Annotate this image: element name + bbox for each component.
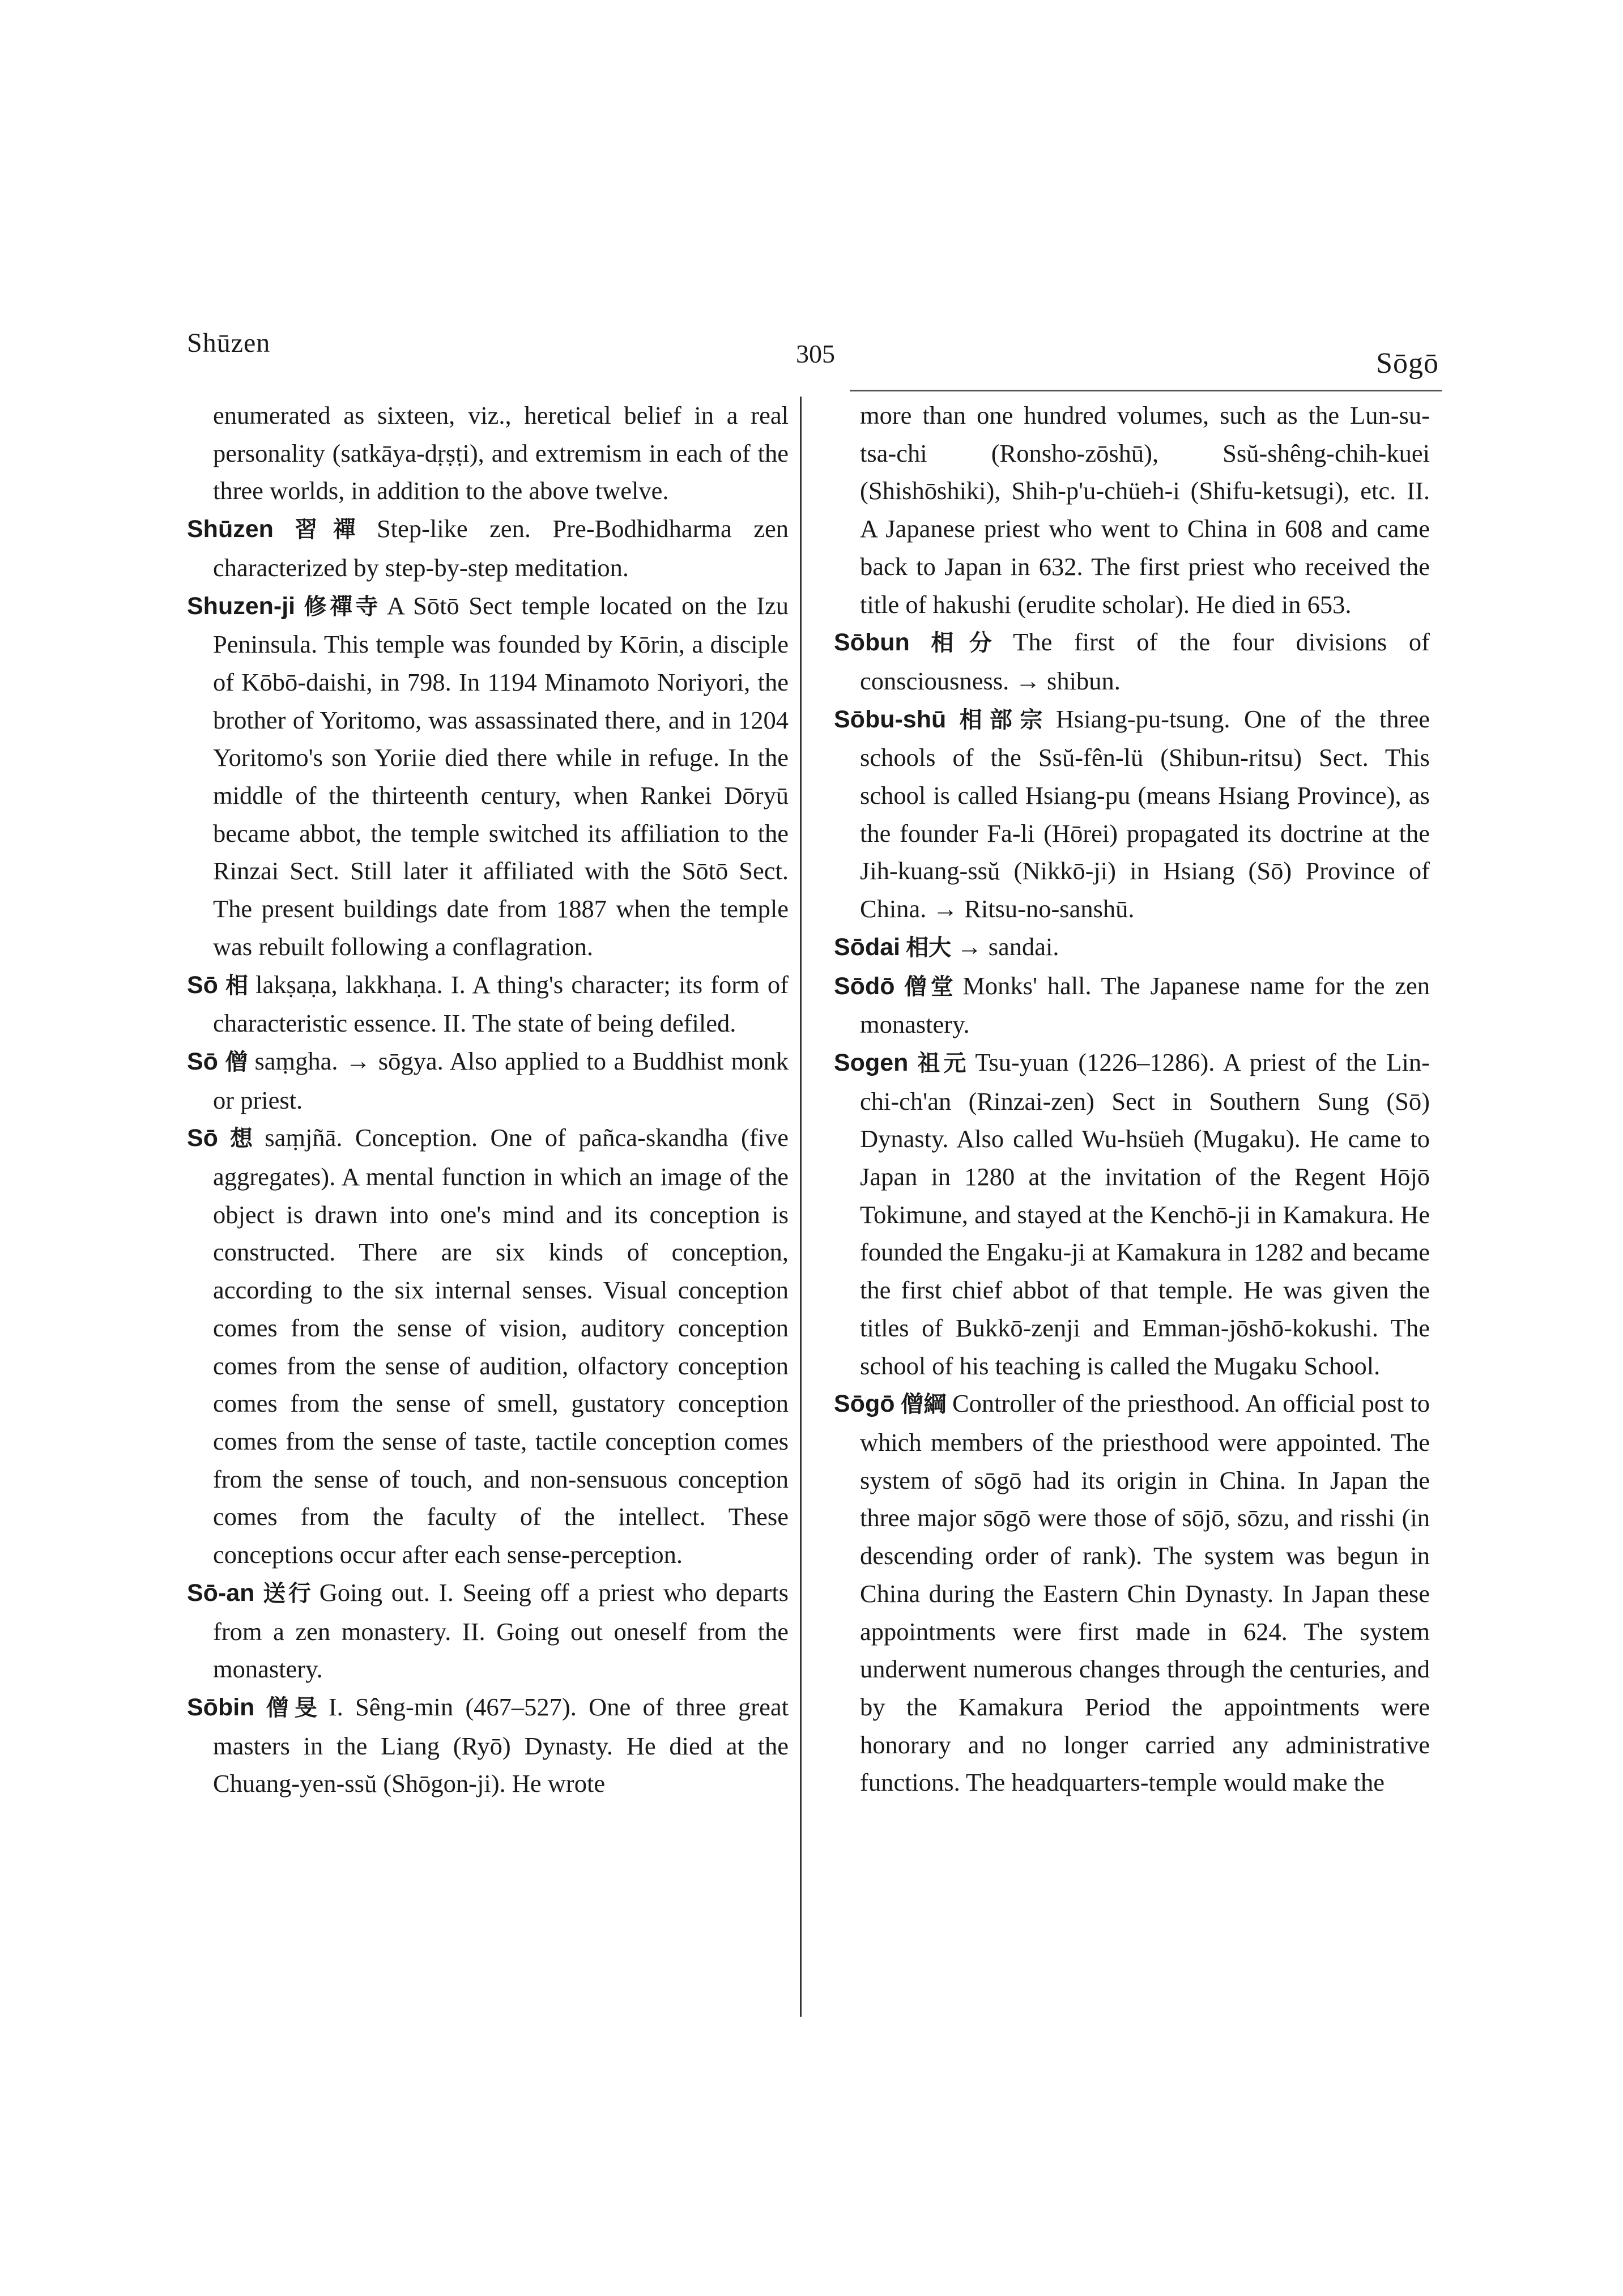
entry-definition: Controller of the priesthood. An official post to which members of the priesthood were appointed. The system of sōgō had its origin in China. In Japan the three major sōgō were those of sōjō, sōzu, and risshi (in descending order of rank). The system was begun in China during the Eastern Chin Dynasty. In Japan these appointments were first made in 624. The system underwent numerous changes through the centuries, and by the Kamakura Period the appointments were honorary and no longer carried any administrative functions. The headquarters-temple would make the [860,1389,1430,1797]
entry-chinese-characters: 習禪 [279,517,371,543]
continued-entry-text: enumerated as sixteen, viz., heretical belief in a real personality (satkāya-dṛṣṭi), and extremism in each of the three worlds, in addition to the above twelve. [213,401,789,505]
entry-chinese-characters: 相部宗 [952,706,1050,733]
entry-headword: Sōbu-shū [834,705,947,733]
entry-sodai [834,928,1430,967]
entry-headword: Sō [187,971,218,999]
entry-headword: Sōdai [834,933,901,961]
entry-definition: saṃgha. → sōgya. Also applied to a Buddhist monk or priest. [213,1046,789,1114]
entry-definition: saṃjñā. Conception. One of pañca-skandha (five aggregates). A mental function in which an image of the object is drawn into one's mind and its conception is constructed. There are six kinds of conception, according to the six internal senses. Visual conception comes from the sense of vision, auditory conception comes from the sense of audition, olfactory conception comes from the sense of smell, gustatory conception comes from the sense of taste, tactile conception comes from the sense of touch, and non-sensuous conception comes from the faculty of the intellect. These conceptions occur after each sense-perception. [213,1123,789,1569]
entry-sobin [187,1688,789,1803]
entry-shuzen-ji [187,587,789,966]
entry-definition: Monks' hall. The Japanese name for the zen monastery. [860,971,1430,1039]
entry-definition: The first of the four divisions of consciousness. → shibun. [860,628,1430,695]
entry-chinese-characters: 相分 [915,630,1008,657]
entry-headword: Sō [187,1124,218,1152]
entry-definition: A Sōtō Sect temple located on the Izu Peninsula. This temple was founded by Kōrin, a disciple of Kōbō-daishi, in 798. In 1194 Minamoto Noriyori, the brother of Yoritomo, was assassinated there, and in 1204 Yoritomo's son Yoriie died there while in refuge. In the middle of the thirteenth century, when Rankei Dōryū became abbot, the temple switched its affiliation to the Rinzai Sect. Still later it affiliated with the Sōtō Sect. The present buildings date from 1887 when the temple was rebuilt following a conflagration. [213,591,789,961]
entry-definition: → sandai. [957,932,1059,961]
entry-headword: Sō [187,1047,218,1075]
entry-headword: Sō-an [187,1579,255,1607]
entry-headword: Sōdō [834,972,895,1000]
column-divider [800,397,802,2017]
entry-definition: lakṣaṇa, lakkhaṇa. I. A thing's character; its form of characteristic essence. II. The state of being defiled. [213,970,789,1038]
entry-headword: Sogen [834,1049,909,1076]
entry-chinese-characters: 僧綱 [900,1391,947,1418]
entry-sodo [834,967,1430,1043]
right-column [834,397,1430,1801]
entry-sobun [834,623,1430,700]
page-number: 305 [796,339,835,368]
entry-chinese-characters: 僧 [223,1049,249,1075]
left-column [187,397,789,1803]
entry-so-laksana [187,966,789,1042]
running-head-left: Shūzen [187,328,271,358]
entry-chinese-characters: 僧旻 [260,1694,323,1721]
entry-so-samgha [187,1042,789,1119]
entry-chinese-characters: 僧堂 [900,973,957,1000]
entry-definition: I. Sêng-min (467–527). One of three great masters in the Liang (Ryō) Dynasty. He died at the Chuang-yen-ssŭ (Shōgon-ji). He wrote [213,1692,789,1798]
running-head-right: Sōgō [1376,347,1439,380]
entry-headword: Sōbun [834,629,910,657]
entry-sogo [834,1385,1430,1801]
entry-chinese-characters: 相大 [906,934,952,961]
entry-definition: Tsu-yuan (1226–1286). A priest of the Lin-chi-ch'an (Rinzai-zen) Sect in Southern Sung (Sō) Dynasty. Also called Wu-hsüeh (Mugaku). He came to Japan in 1280 at the invitation of the Regent Hōjō Tokimune, and stayed at the Kenchō-ji in Kamakura. He founded the Engaku-ji at Kamakura in 1282 and became the first chief abbot of that temple. He was given the titles of Bukkō-zenji and Emman-jōshō-kokushi. The school of his teaching is called the Mugaku School. [860,1047,1430,1380]
entry-so-an [187,1574,789,1688]
entry-headword: Sōgō [834,1390,895,1418]
entry-definition: Hsiang-pu-tsung. One of the three schools of the Ssŭ-fên-lü (Shibun-ritsu) Sect. This school is called Hsiang-pu (means Hsiang Province), as the founder Fa-li (Hōrei) propagated its doctrine at the Jih-kuang-ssŭ (Nikkō-ji) in Hsiang (Sō) Province of China. → Ritsu-no-sanshū. [860,704,1430,923]
entry-sogen [834,1043,1430,1385]
entry-headword: Shuzen-ji [187,592,296,620]
entry-chinese-characters: 相 [223,972,250,999]
entry-so-samjna [187,1119,789,1573]
entry-chinese-characters: 祖元 [914,1050,970,1076]
entry-definition: Going out. I. Seeing off a priest who departs from a zen monastery. II. Going out oneself from the monastery. [213,1578,789,1684]
entry-chinese-characters: 想 [223,1126,259,1152]
entry-shuzen [187,510,789,586]
header-rule [850,390,1442,391]
running-head [187,327,1439,390]
entry-headword: Shūzen [187,516,274,543]
entry-headword: Sōbin [187,1693,255,1721]
entry-chinese-characters: 修禪寺 [301,593,381,620]
continued-entry-text: more than one hundred volumes, such as the Lun-su-tsa-chi (Ronsho-zōshū), Ssŭ-shêng-chih-kuei (Shishōshiki), Shih-p'u-chüeh-i (Shifu-ketsugi), etc. II. A Japanese priest who went to China in 608 and came back to Japan in 632. The first priest who received the title of hakushi (erudite scholar). He died in 653. [860,401,1430,619]
entry-sobu-shu [834,700,1430,928]
entry-definition: Step-like zen. Pre-Bodhidharma zen characterized by step-by-step meditation. [213,514,789,582]
entry-chinese-characters: 送行 [260,1580,314,1607]
